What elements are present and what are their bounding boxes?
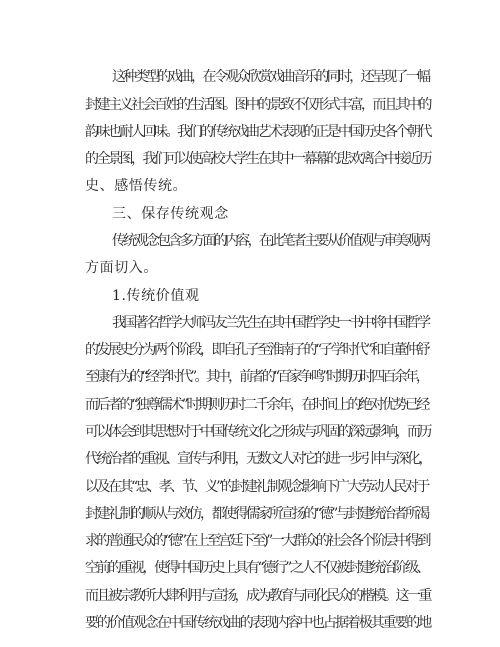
paragraph-line: 韵味也耐人回味。我们的传统戏曲艺术表现的正是中国历史各个朝代 bbox=[85, 124, 430, 140]
paragraph-line: 至康有为的“经学时代”。其中，前者的“百家争鸣”时期历时四百余年， bbox=[85, 369, 428, 385]
paragraph-line: 封建主义社会百姓的生活图。图中的景致不仅形式丰富，而且其中的 bbox=[85, 97, 430, 113]
paragraph-line: 求的普通民众的“德”在上至宫廷下至)”一大群众的社会各个阶层中得到 bbox=[85, 533, 429, 549]
paragraph-line: 传统观念包含多方面的内容，在此笔者主要从价值观与审美观两 bbox=[112, 233, 429, 249]
paragraph-line: 而且被宗教所大肆利用与宣扬，成为教育与同化民众的楷模。这一重 bbox=[85, 588, 430, 604]
subsection-heading: 1.传统价值观 bbox=[112, 288, 200, 304]
paragraph-line: 封建礼制的顺从与效仿，都使得儒家所宣扬的“德”与封建统治者所渴 bbox=[85, 506, 428, 522]
paragraph-line: 以及在其“忠、孝、节、义”的封建礼制观念影响下广大劳动人民对于 bbox=[85, 479, 428, 495]
paragraph-line: 空前的重视，使得中国历史上具有“德行”之人不仅被封建统治阶级、 bbox=[85, 560, 428, 576]
section-heading: 三、保存传统观念 bbox=[112, 206, 229, 222]
paragraph-line: 要的价值观念在中国传统戏曲的表现内容中也占据着极其重要的地 bbox=[85, 615, 431, 631]
paragraph-line: 的全景图，我们可以使高校大学生在其中一幕幕的悲欢离合中接近历 bbox=[85, 151, 430, 167]
paragraph-line: 而后者的“独尊儒术”时期则历时二千余年，在时间上的绝对优势已经 bbox=[85, 397, 428, 413]
paragraph-line: 史、感悟传统。 bbox=[85, 178, 188, 194]
paragraph-line: 代统治者的重视、宣传与利用，无数文人对它的进一步引申与深化， bbox=[85, 451, 430, 467]
paragraph-line: 的发展史分为两个阶段，即自孔子至淮南子的“子学时代”和自董仲舒 bbox=[85, 342, 428, 358]
paragraph-line: 这种类型的戏曲，在令观众欣赏戏曲音乐的同时，还呈现了一幅 bbox=[112, 69, 429, 85]
paragraph-line: 我国著名哲学大师冯友兰先生在其中国哲学史一书中将中国哲学 bbox=[112, 315, 429, 331]
paragraph-line: 方面切入。 bbox=[85, 260, 158, 276]
paragraph-line: 可以体会到其思想对于中国传统文化之形成与巩固的深远影响，而历 bbox=[85, 424, 430, 440]
